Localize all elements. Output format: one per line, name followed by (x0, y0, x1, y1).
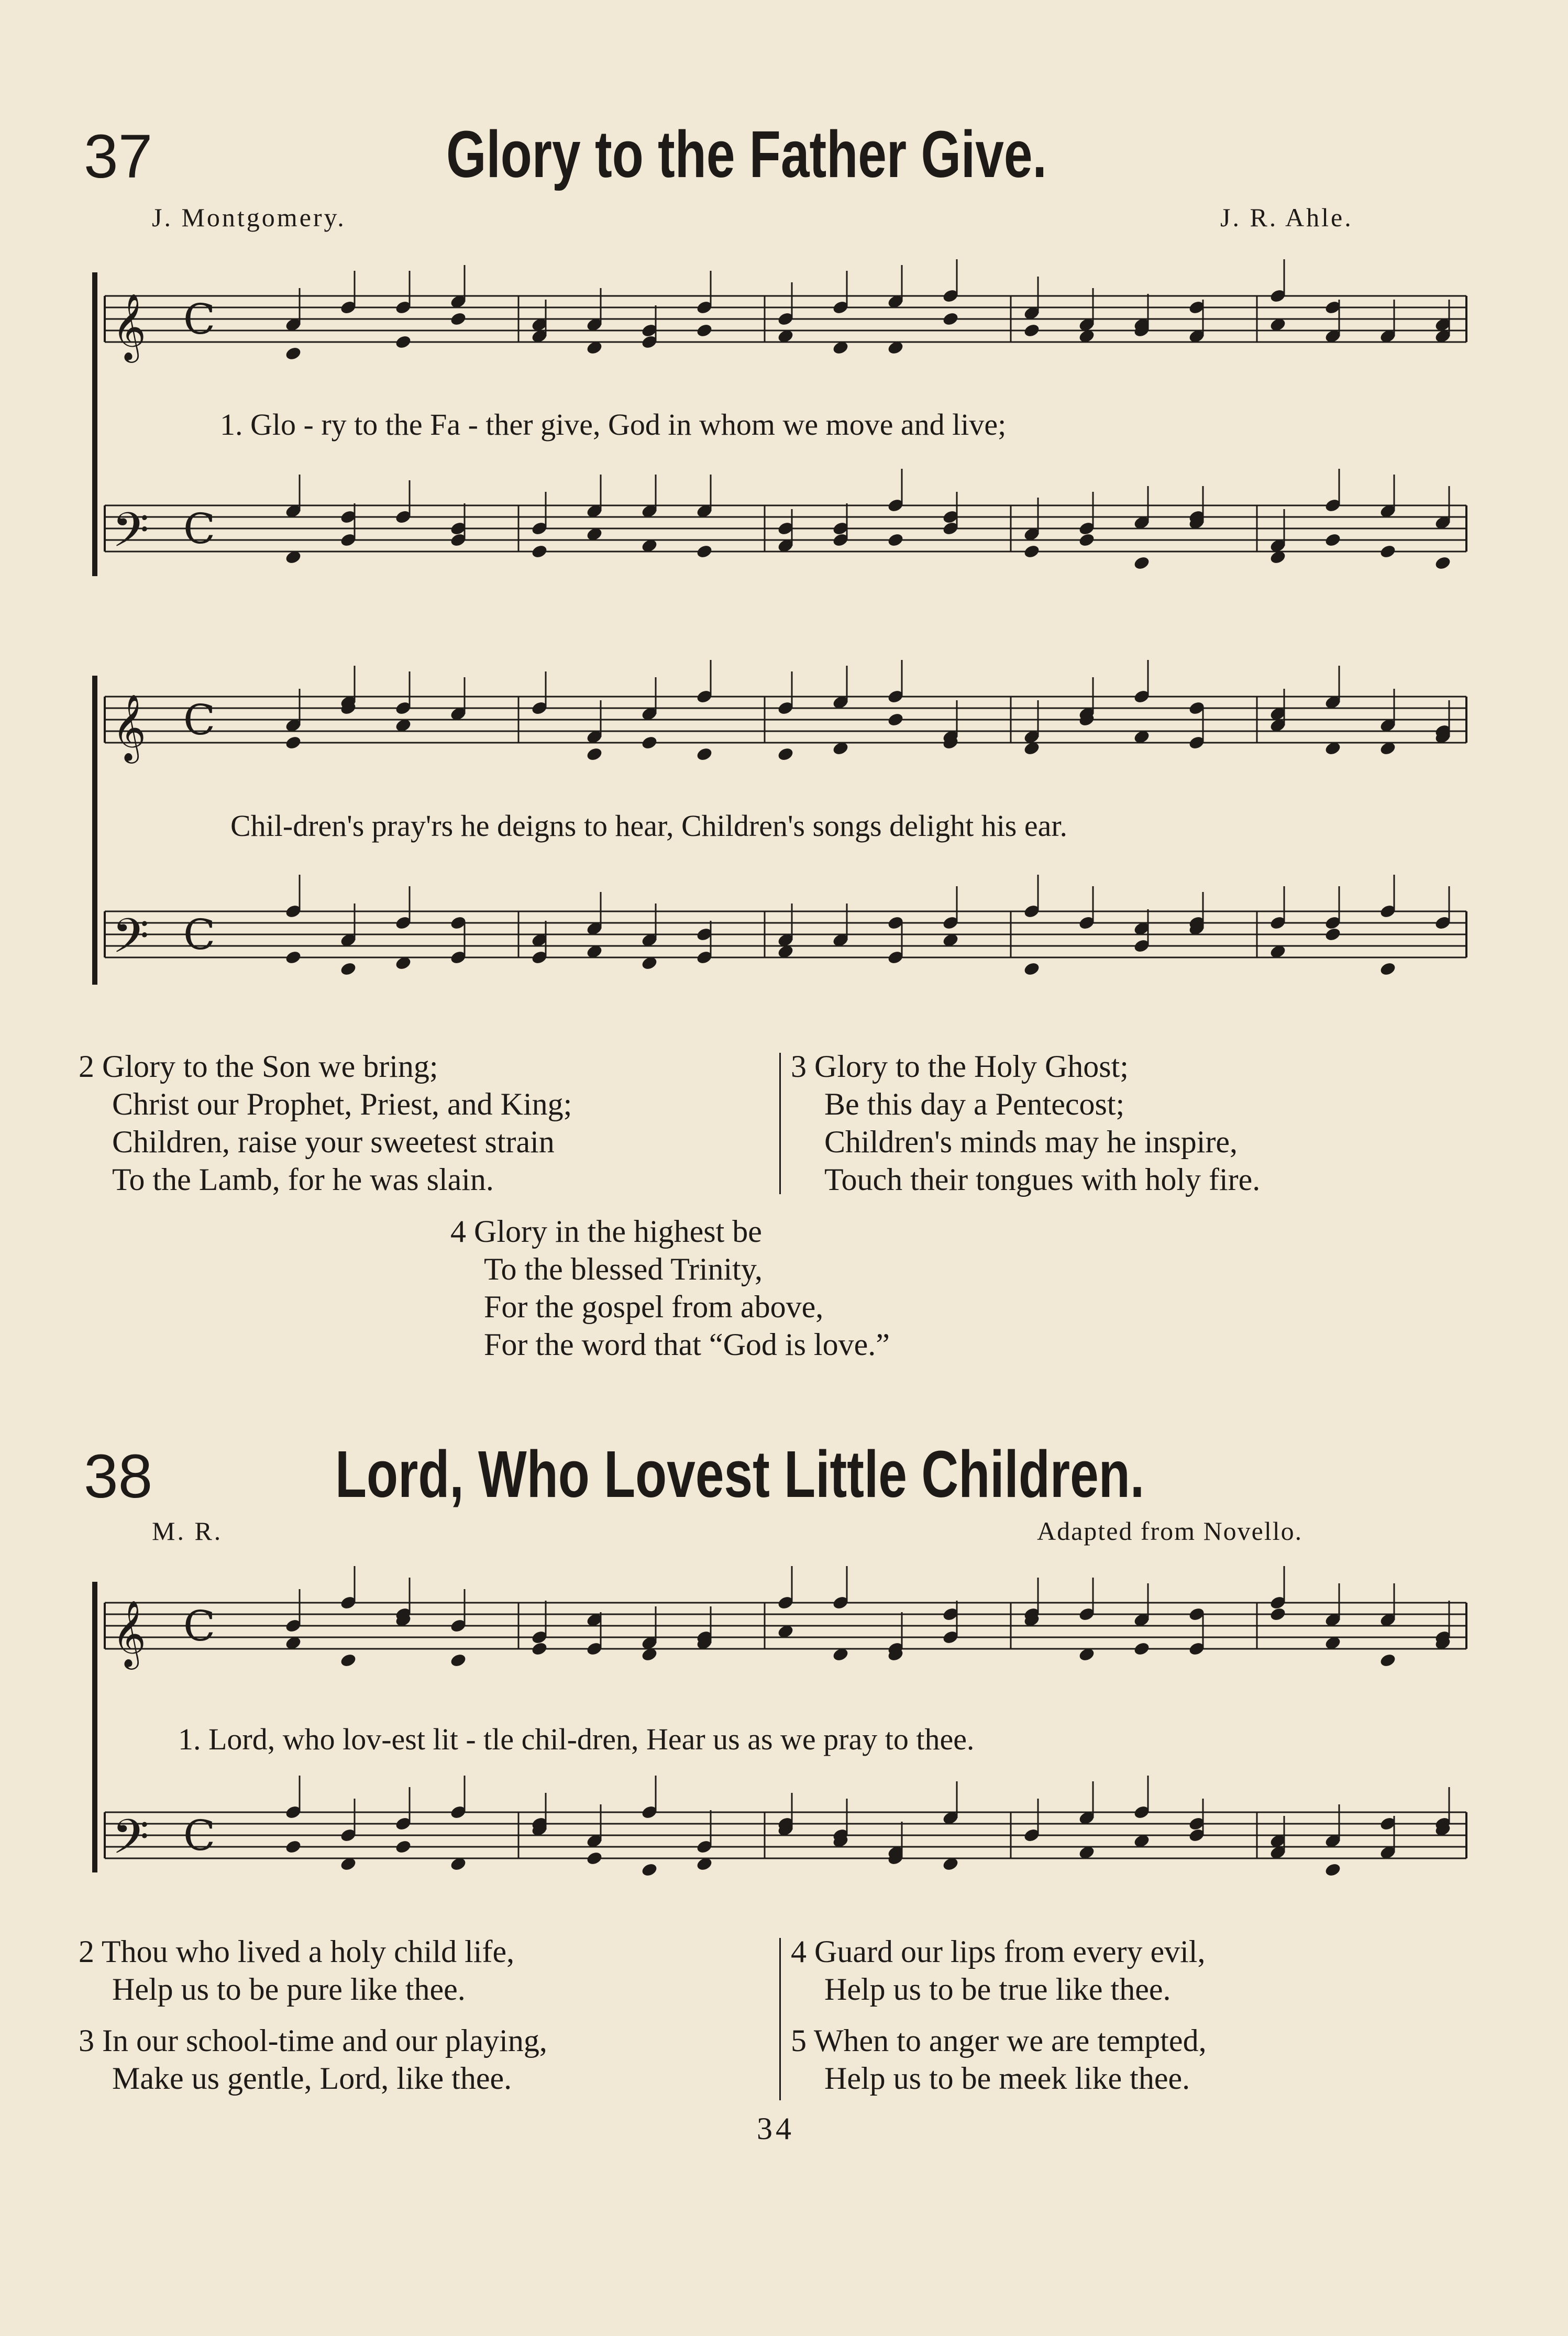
svg-text:C: C (183, 504, 216, 553)
verse-line: Touch their tongues with holy fire. (824, 1162, 1261, 1197)
svg-text:C: C (183, 295, 216, 344)
svg-text:𝄞: 𝄞 (112, 693, 147, 761)
svg-text:C: C (183, 910, 216, 959)
verse-line: 2 Glory to the Son we bring; (79, 1049, 438, 1084)
staff-treble (105, 275, 1477, 364)
system-brace (92, 676, 97, 985)
verse-block (450, 1213, 890, 1363)
verse-block (791, 2022, 1207, 2097)
svg-text:𝄢: 𝄢 (112, 1809, 149, 1876)
author-credit: M. R. (152, 1516, 223, 1546)
verse-line: Help us to be pure like thee. (112, 1972, 466, 2007)
composer-credit: Adapted from Novello. (1037, 1516, 1303, 1546)
svg-text:C: C (183, 1602, 216, 1650)
verse-line: Make us gentle, Lord, like thee. (112, 2061, 512, 2096)
staff-bass (105, 484, 1477, 574)
svg-text:𝄢: 𝄢 (112, 502, 149, 569)
svg-text:𝄞: 𝄞 (112, 293, 147, 360)
verse-line: 2 Thou who lived a holy child life, (79, 1934, 515, 1969)
verse-line: Be this day a Pentecost; (824, 1087, 1125, 1121)
verse-block (79, 1048, 572, 1198)
verse-line: To the Lamb, for he was slain. (112, 1162, 494, 1197)
verse-line: 5 When to anger we are tempted, (791, 2023, 1207, 2058)
verse-line: To the blessed Trinity, (484, 1252, 763, 1286)
verse-line: Christ our Prophet, Priest, and King; (112, 1087, 572, 1121)
verse-block (79, 2022, 547, 2097)
verse-line: 4 Glory in the highest be (450, 1214, 762, 1249)
svg-text:𝄞: 𝄞 (112, 1600, 147, 1667)
verse-block (791, 1048, 1260, 1198)
verse-block (79, 1933, 514, 2008)
lyric-line: Chil-dren's pray'rs he deigns to hear, Children's songs delight his ear. (230, 809, 1067, 843)
verse-line: 4 Guard our lips from every evil, (791, 1934, 1206, 1969)
verse-line: Children's minds may he inspire, (824, 1125, 1238, 1159)
verse-divider (779, 1938, 781, 2100)
staff-bass (105, 890, 1477, 979)
staff-bass (105, 1791, 1477, 1880)
verse-line: 3 In our school-time and our playing, (79, 2023, 547, 2058)
hymn-title: Lord, Who Lovest Little Children. (335, 1437, 1145, 1511)
hymn-number: 37 (84, 122, 153, 191)
hymn-title: Glory to the Father Give. (446, 117, 1047, 191)
staff-treble (105, 676, 1477, 765)
verse-line: Children, raise your sweetest strain (112, 1125, 555, 1159)
verse-line: Help us to be true like thee. (824, 1972, 1171, 2007)
verse-block (791, 1933, 1205, 2008)
verse-line: For the word that “God is love.” (484, 1327, 890, 1362)
verse-line: For the gospel from above, (484, 1290, 824, 1324)
staff-treble (105, 1582, 1477, 1671)
lyric-line: 1. Lord, who lov-est lit - tle chil-dren, Hear us as we pray to thee. (178, 1722, 975, 1756)
verse-line: 3 Glory to the Holy Ghost; (791, 1049, 1129, 1084)
verse-divider (779, 1053, 781, 1194)
svg-text:𝄢: 𝄢 (112, 908, 149, 975)
svg-text:C: C (183, 1811, 216, 1860)
hymn-number: 38 (84, 1442, 153, 1511)
page-number: 34 (757, 2111, 794, 2146)
verse-line: Help us to be meek like thee. (824, 2061, 1190, 2096)
lyric-line: 1. Glo - ry to the Fa - ther give, God in whom we move and live; (220, 407, 1007, 442)
svg-text:C: C (183, 696, 216, 744)
composer-credit: J. R. Ahle. (1220, 203, 1353, 232)
author-credit: J. Montgomery. (152, 203, 346, 232)
system-brace (92, 1582, 97, 1872)
system-brace (92, 272, 97, 576)
